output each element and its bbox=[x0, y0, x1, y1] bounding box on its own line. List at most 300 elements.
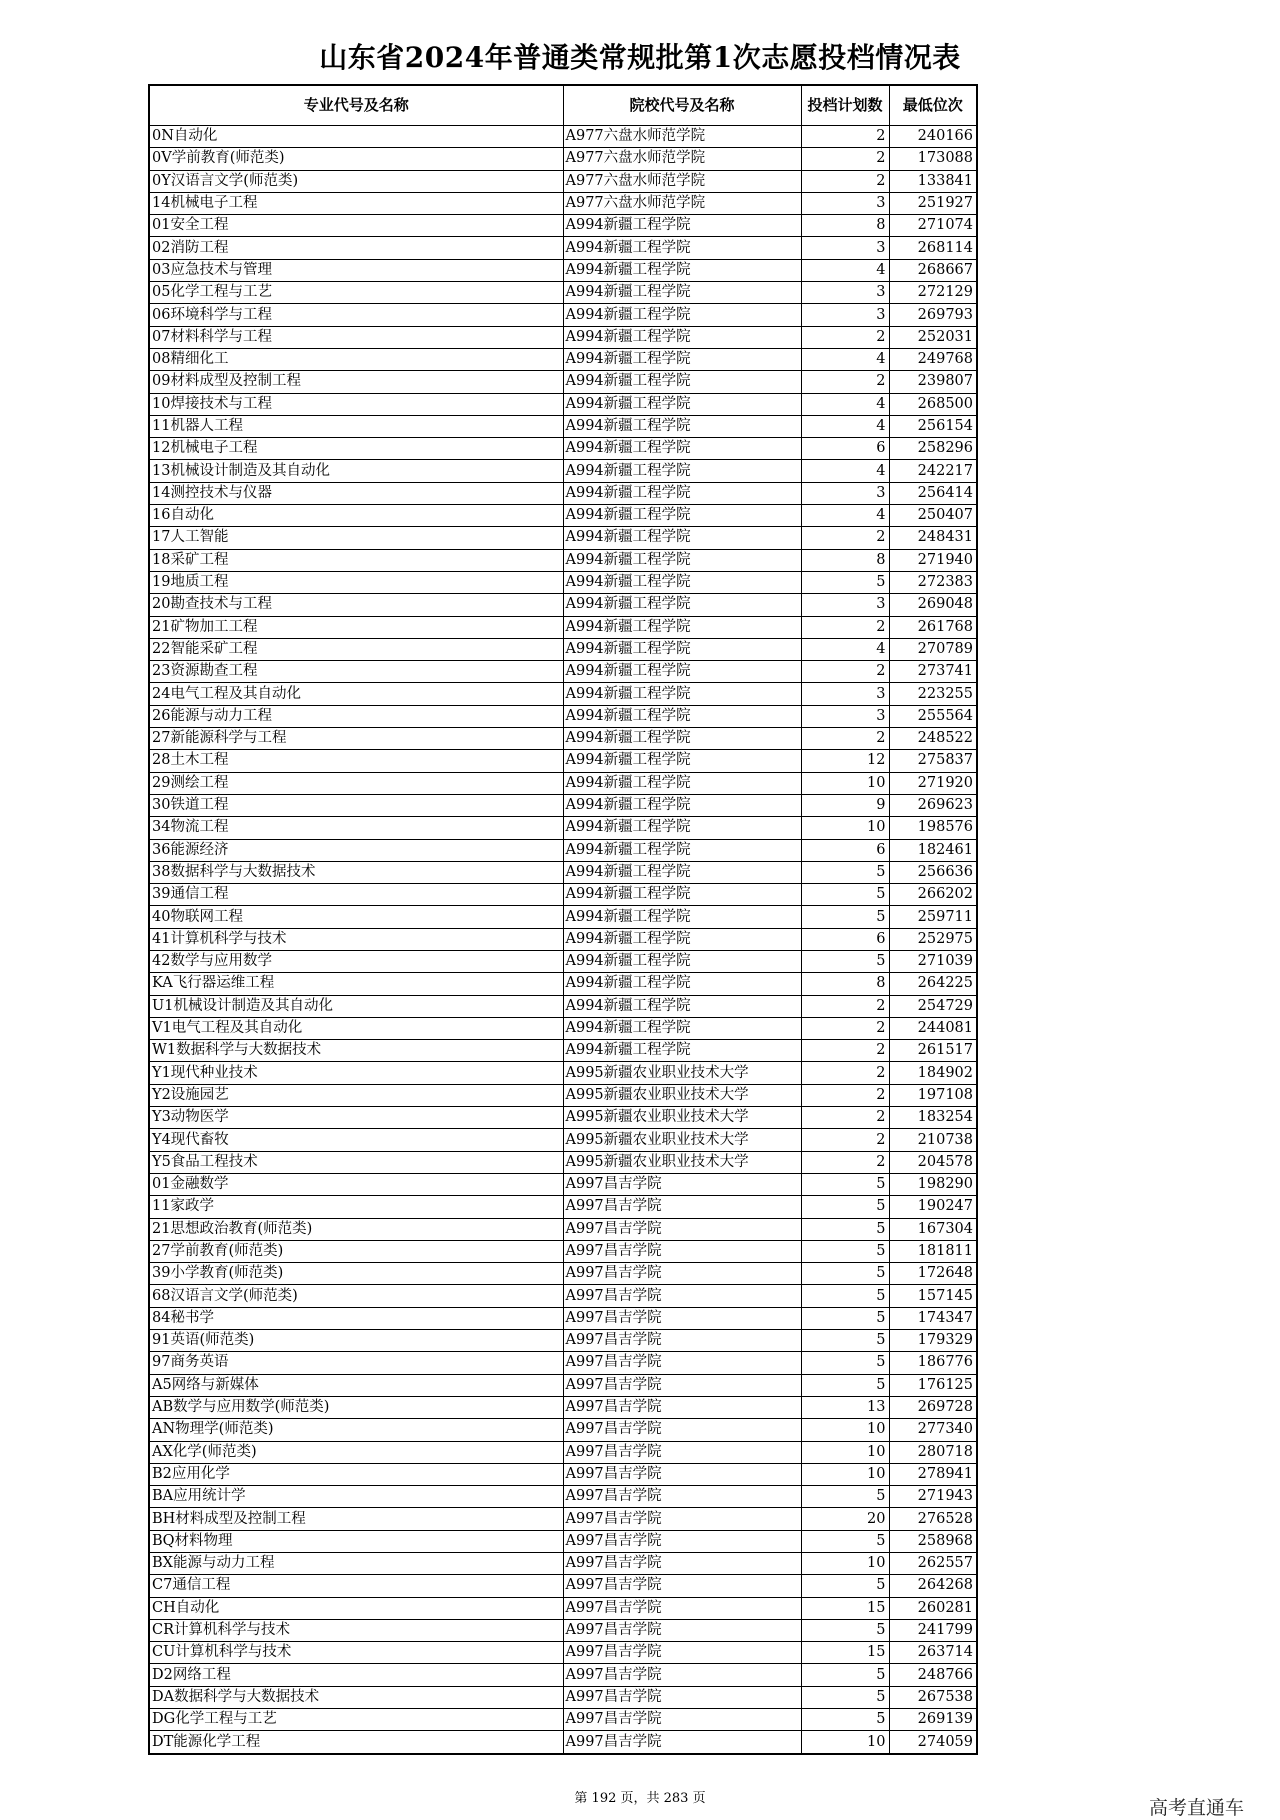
cell-major: 27学前教育(师范类) bbox=[149, 1240, 563, 1262]
table-row bbox=[149, 393, 977, 415]
cell-major: 28土木工程 bbox=[149, 750, 563, 772]
table-row bbox=[149, 1374, 977, 1396]
cell-plan: 4 bbox=[801, 415, 889, 437]
table-row bbox=[149, 728, 977, 750]
cell-rank: 248431 bbox=[889, 527, 977, 549]
cell-major: Y4现代畜牧 bbox=[149, 1129, 563, 1151]
cell-rank: 182461 bbox=[889, 839, 977, 861]
table-row bbox=[149, 1196, 977, 1218]
cell-plan: 10 bbox=[801, 1553, 889, 1575]
cell-plan: 5 bbox=[801, 1374, 889, 1396]
cell-plan: 2 bbox=[801, 371, 889, 393]
cell-school: A997昌吉学院 bbox=[563, 1285, 801, 1307]
cell-rank: 271920 bbox=[889, 772, 977, 794]
cell-school: A997昌吉学院 bbox=[563, 1330, 801, 1352]
cell-rank: 269139 bbox=[889, 1709, 977, 1731]
cell-school: A997昌吉学院 bbox=[563, 1553, 801, 1575]
cell-plan: 3 bbox=[801, 594, 889, 616]
cell-major: 07材料科学与工程 bbox=[149, 326, 563, 348]
cell-plan: 20 bbox=[801, 1508, 889, 1530]
cell-school: A994新疆工程学院 bbox=[563, 861, 801, 883]
cell-rank: 258296 bbox=[889, 438, 977, 460]
table-row bbox=[149, 1486, 977, 1508]
table-row bbox=[149, 549, 977, 571]
table-row bbox=[149, 794, 977, 816]
cell-school: A995新疆农业职业技术大学 bbox=[563, 1084, 801, 1106]
cell-plan: 10 bbox=[801, 1441, 889, 1463]
cell-plan: 2 bbox=[801, 1040, 889, 1062]
cell-school: A994新疆工程学院 bbox=[563, 1040, 801, 1062]
table-row bbox=[149, 1173, 977, 1195]
cell-school: A997昌吉学院 bbox=[563, 1619, 801, 1641]
cell-rank: 198290 bbox=[889, 1173, 977, 1195]
cell-rank: 256154 bbox=[889, 415, 977, 437]
cell-rank: 272129 bbox=[889, 282, 977, 304]
cell-school: A997昌吉学院 bbox=[563, 1396, 801, 1418]
cell-school: A997昌吉学院 bbox=[563, 1731, 801, 1754]
cell-school: A994新疆工程学院 bbox=[563, 438, 801, 460]
cell-major: 0Y汉语言文学(师范类) bbox=[149, 170, 563, 192]
cell-school: A977六盘水师范学院 bbox=[563, 148, 801, 170]
cell-plan: 5 bbox=[801, 1173, 889, 1195]
cell-rank: 181811 bbox=[889, 1240, 977, 1262]
cell-major: BA应用统计学 bbox=[149, 1486, 563, 1508]
cell-plan: 2 bbox=[801, 126, 889, 148]
cell-rank: 272383 bbox=[889, 571, 977, 593]
cell-school: A994新疆工程学院 bbox=[563, 928, 801, 950]
cell-school: A997昌吉学院 bbox=[563, 1530, 801, 1552]
cell-rank: 264268 bbox=[889, 1575, 977, 1597]
cell-rank: 190247 bbox=[889, 1196, 977, 1218]
cell-major: BH材料成型及控制工程 bbox=[149, 1508, 563, 1530]
table-row bbox=[149, 1330, 977, 1352]
cell-school: A994新疆工程学院 bbox=[563, 415, 801, 437]
cell-plan: 2 bbox=[801, 170, 889, 192]
cell-major: 06环境科学与工程 bbox=[149, 304, 563, 326]
cell-major: 03应急技术与管理 bbox=[149, 259, 563, 281]
cell-rank: 183254 bbox=[889, 1107, 977, 1129]
cell-major: 13机械设计制造及其自动化 bbox=[149, 460, 563, 482]
cell-plan: 5 bbox=[801, 1285, 889, 1307]
cell-major: AN物理学(师范类) bbox=[149, 1419, 563, 1441]
cell-plan: 2 bbox=[801, 148, 889, 170]
cell-major: A5网络与新媒体 bbox=[149, 1374, 563, 1396]
cell-major: Y2设施园艺 bbox=[149, 1084, 563, 1106]
table-row bbox=[149, 683, 977, 705]
cell-major: 97商务英语 bbox=[149, 1352, 563, 1374]
cell-plan: 10 bbox=[801, 817, 889, 839]
cell-rank: 269048 bbox=[889, 594, 977, 616]
table-row bbox=[149, 817, 977, 839]
cell-major: 26能源与动力工程 bbox=[149, 705, 563, 727]
table-row bbox=[149, 1285, 977, 1307]
cell-plan: 6 bbox=[801, 438, 889, 460]
table-row bbox=[149, 527, 977, 549]
cell-rank: 262557 bbox=[889, 1553, 977, 1575]
cell-major: D2网络工程 bbox=[149, 1664, 563, 1686]
cell-major: 30铁道工程 bbox=[149, 794, 563, 816]
cell-school: A997昌吉学院 bbox=[563, 1508, 801, 1530]
table-row bbox=[149, 750, 977, 772]
cell-plan: 4 bbox=[801, 393, 889, 415]
cell-major: W1数据科学与大数据技术 bbox=[149, 1040, 563, 1062]
table-row bbox=[149, 326, 977, 348]
table-row bbox=[149, 170, 977, 192]
cell-major: AX化学(师范类) bbox=[149, 1441, 563, 1463]
cell-major: 17人工智能 bbox=[149, 527, 563, 549]
cell-major: BX能源与动力工程 bbox=[149, 1553, 563, 1575]
cell-major: 41计算机科学与技术 bbox=[149, 928, 563, 950]
cell-major: 11家政学 bbox=[149, 1196, 563, 1218]
cell-school: A997昌吉学院 bbox=[563, 1686, 801, 1708]
cell-rank: 268500 bbox=[889, 393, 977, 415]
cell-rank: 223255 bbox=[889, 683, 977, 705]
cell-major: 18采矿工程 bbox=[149, 549, 563, 571]
watermark: 高考直通车 bbox=[1148, 1797, 1244, 1819]
cell-rank: 176125 bbox=[889, 1374, 977, 1396]
table-row bbox=[149, 1508, 977, 1530]
cell-rank: 251927 bbox=[889, 192, 977, 214]
cell-school: A994新疆工程学院 bbox=[563, 460, 801, 482]
cell-rank: 240166 bbox=[889, 126, 977, 148]
cell-major: 0N自动化 bbox=[149, 126, 563, 148]
cell-rank: 271074 bbox=[889, 215, 977, 237]
cell-rank: 269623 bbox=[889, 794, 977, 816]
cell-plan: 2 bbox=[801, 527, 889, 549]
cell-plan: 5 bbox=[801, 1619, 889, 1641]
cell-rank: 167304 bbox=[889, 1218, 977, 1240]
cell-plan: 12 bbox=[801, 750, 889, 772]
cell-school: A994新疆工程学院 bbox=[563, 304, 801, 326]
table-row bbox=[149, 304, 977, 326]
table-row bbox=[149, 1062, 977, 1084]
cell-rank: 174347 bbox=[889, 1307, 977, 1329]
cell-rank: 133841 bbox=[889, 170, 977, 192]
cell-plan: 3 bbox=[801, 192, 889, 214]
cell-plan: 2 bbox=[801, 616, 889, 638]
cell-major: 38数据科学与大数据技术 bbox=[149, 861, 563, 883]
cell-major: 19地质工程 bbox=[149, 571, 563, 593]
cell-major: Y5食品工程技术 bbox=[149, 1151, 563, 1173]
cell-major: 21思想政治教育(师范类) bbox=[149, 1218, 563, 1240]
table-row bbox=[149, 705, 977, 727]
cell-school: A994新疆工程学院 bbox=[563, 549, 801, 571]
cell-school: A995新疆农业职业技术大学 bbox=[563, 1129, 801, 1151]
cell-major: 91英语(师范类) bbox=[149, 1330, 563, 1352]
table-row bbox=[149, 772, 977, 794]
cell-rank: 271943 bbox=[889, 1486, 977, 1508]
table-row bbox=[149, 884, 977, 906]
cell-rank: 186776 bbox=[889, 1352, 977, 1374]
cell-school: A994新疆工程学院 bbox=[563, 215, 801, 237]
cell-school: A995新疆农业职业技术大学 bbox=[563, 1151, 801, 1173]
table-row bbox=[149, 438, 977, 460]
cell-rank: 244081 bbox=[889, 1017, 977, 1039]
cell-major: 68汉语言文学(师范类) bbox=[149, 1285, 563, 1307]
cell-plan: 8 bbox=[801, 215, 889, 237]
table-row bbox=[149, 1107, 977, 1129]
table-row bbox=[149, 973, 977, 995]
cell-plan: 2 bbox=[801, 661, 889, 683]
admission-table bbox=[148, 84, 978, 1755]
table-row bbox=[149, 839, 977, 861]
table-row bbox=[149, 1575, 977, 1597]
cell-plan: 2 bbox=[801, 1062, 889, 1084]
cell-school: A997昌吉学院 bbox=[563, 1463, 801, 1485]
cell-school: A997昌吉学院 bbox=[563, 1709, 801, 1731]
cell-major: CU计算机科学与技术 bbox=[149, 1642, 563, 1664]
cell-major: 16自动化 bbox=[149, 505, 563, 527]
cell-plan: 5 bbox=[801, 1352, 889, 1374]
table-row bbox=[149, 661, 977, 683]
cell-rank: 267538 bbox=[889, 1686, 977, 1708]
cell-major: 24电气工程及其自动化 bbox=[149, 683, 563, 705]
cell-school: A994新疆工程学院 bbox=[563, 683, 801, 705]
cell-major: 01金融数学 bbox=[149, 1173, 563, 1195]
cell-rank: 248766 bbox=[889, 1664, 977, 1686]
cell-school: A997昌吉学院 bbox=[563, 1441, 801, 1463]
cell-plan: 3 bbox=[801, 683, 889, 705]
table-header-row bbox=[149, 85, 977, 126]
cell-plan: 5 bbox=[801, 950, 889, 972]
cell-major: 09材料成型及控制工程 bbox=[149, 371, 563, 393]
cell-plan: 10 bbox=[801, 1463, 889, 1485]
cell-school: A994新疆工程学院 bbox=[563, 527, 801, 549]
cell-plan: 6 bbox=[801, 928, 889, 950]
table-row bbox=[149, 995, 977, 1017]
cell-school: A977六盘水师范学院 bbox=[563, 170, 801, 192]
cell-rank: 239807 bbox=[889, 371, 977, 393]
cell-rank: 252975 bbox=[889, 928, 977, 950]
cell-school: A995新疆农业职业技术大学 bbox=[563, 1062, 801, 1084]
cell-rank: 254729 bbox=[889, 995, 977, 1017]
cell-major: CR计算机科学与技术 bbox=[149, 1619, 563, 1641]
table-row bbox=[149, 259, 977, 281]
cell-plan: 4 bbox=[801, 505, 889, 527]
cell-major: 11机器人工程 bbox=[149, 415, 563, 437]
cell-plan: 3 bbox=[801, 237, 889, 259]
table-row bbox=[149, 1597, 977, 1619]
table-row bbox=[149, 1709, 977, 1731]
cell-plan: 2 bbox=[801, 326, 889, 348]
cell-school: A997昌吉学院 bbox=[563, 1419, 801, 1441]
cell-major: 0V学前教育(师范类) bbox=[149, 148, 563, 170]
cell-major: AB数学与应用数学(师范类) bbox=[149, 1396, 563, 1418]
cell-school: A997昌吉学院 bbox=[563, 1307, 801, 1329]
table-row bbox=[149, 1463, 977, 1485]
cell-plan: 5 bbox=[801, 861, 889, 883]
cell-school: A994新疆工程学院 bbox=[563, 950, 801, 972]
cell-major: C7通信工程 bbox=[149, 1575, 563, 1597]
table-row bbox=[149, 1084, 977, 1106]
table-row bbox=[149, 1017, 977, 1039]
cell-school: A994新疆工程学院 bbox=[563, 638, 801, 660]
cell-school: A997昌吉学院 bbox=[563, 1374, 801, 1396]
table-row bbox=[149, 928, 977, 950]
table-row bbox=[149, 1553, 977, 1575]
cell-rank: 268114 bbox=[889, 237, 977, 259]
cell-plan: 5 bbox=[801, 571, 889, 593]
cell-school: A994新疆工程学院 bbox=[563, 661, 801, 683]
cell-school: A994新疆工程学院 bbox=[563, 371, 801, 393]
cell-rank: 255564 bbox=[889, 705, 977, 727]
cell-school: A994新疆工程学院 bbox=[563, 839, 801, 861]
cell-rank: 266202 bbox=[889, 884, 977, 906]
cell-plan: 5 bbox=[801, 906, 889, 928]
cell-major: 21矿物加工工程 bbox=[149, 616, 563, 638]
table-row bbox=[149, 282, 977, 304]
cell-school: A994新疆工程学院 bbox=[563, 1017, 801, 1039]
table-row bbox=[149, 348, 977, 370]
cell-rank: 157145 bbox=[889, 1285, 977, 1307]
cell-plan: 10 bbox=[801, 772, 889, 794]
cell-plan: 5 bbox=[801, 1263, 889, 1285]
cell-plan: 10 bbox=[801, 1731, 889, 1754]
table-row bbox=[149, 1263, 977, 1285]
cell-plan: 6 bbox=[801, 839, 889, 861]
cell-school: A994新疆工程学院 bbox=[563, 906, 801, 928]
cell-major: 42数学与应用数学 bbox=[149, 950, 563, 972]
cell-plan: 5 bbox=[801, 1218, 889, 1240]
cell-school: A994新疆工程学院 bbox=[563, 482, 801, 504]
cell-rank: 250407 bbox=[889, 505, 977, 527]
cell-major: BQ材料物理 bbox=[149, 1530, 563, 1552]
cell-school: A994新疆工程学院 bbox=[563, 282, 801, 304]
cell-school: A994新疆工程学院 bbox=[563, 728, 801, 750]
cell-major: B2应用化学 bbox=[149, 1463, 563, 1485]
table-row bbox=[149, 460, 977, 482]
table-row bbox=[149, 192, 977, 214]
table-row bbox=[149, 594, 977, 616]
table-row bbox=[149, 1240, 977, 1262]
cell-plan: 2 bbox=[801, 1107, 889, 1129]
cell-rank: 261768 bbox=[889, 616, 977, 638]
cell-plan: 5 bbox=[801, 884, 889, 906]
table-row bbox=[149, 1642, 977, 1664]
table-row bbox=[149, 638, 977, 660]
cell-school: A994新疆工程学院 bbox=[563, 616, 801, 638]
table-row bbox=[149, 1731, 977, 1754]
cell-rank: 271039 bbox=[889, 950, 977, 972]
cell-major: 22智能采矿工程 bbox=[149, 638, 563, 660]
cell-plan: 4 bbox=[801, 638, 889, 660]
table-row bbox=[149, 1352, 977, 1374]
cell-school: A994新疆工程学院 bbox=[563, 973, 801, 995]
cell-plan: 8 bbox=[801, 973, 889, 995]
cell-plan: 5 bbox=[801, 1709, 889, 1731]
table-row bbox=[149, 505, 977, 527]
cell-plan: 10 bbox=[801, 1419, 889, 1441]
cell-major: 36能源经济 bbox=[149, 839, 563, 861]
header-major: 专业代号及名称 bbox=[149, 85, 563, 126]
cell-rank: 179329 bbox=[889, 1330, 977, 1352]
cell-rank: 268667 bbox=[889, 259, 977, 281]
cell-school: A977六盘水师范学院 bbox=[563, 126, 801, 148]
table-row bbox=[149, 415, 977, 437]
cell-school: A997昌吉学院 bbox=[563, 1196, 801, 1218]
table-row bbox=[149, 571, 977, 593]
cell-plan: 5 bbox=[801, 1196, 889, 1218]
cell-rank: 173088 bbox=[889, 148, 977, 170]
cell-school: A994新疆工程学院 bbox=[563, 237, 801, 259]
cell-plan: 4 bbox=[801, 259, 889, 281]
table-row bbox=[149, 1664, 977, 1686]
cell-school: A994新疆工程学院 bbox=[563, 393, 801, 415]
header-rank: 最低位次 bbox=[889, 85, 977, 126]
cell-plan: 15 bbox=[801, 1597, 889, 1619]
cell-school: A997昌吉学院 bbox=[563, 1352, 801, 1374]
cell-rank: 197108 bbox=[889, 1084, 977, 1106]
cell-school: A997昌吉学院 bbox=[563, 1173, 801, 1195]
cell-school: A994新疆工程学院 bbox=[563, 505, 801, 527]
cell-school: A994新疆工程学院 bbox=[563, 571, 801, 593]
cell-major: V1电气工程及其自动化 bbox=[149, 1017, 563, 1039]
table-body bbox=[149, 126, 977, 1754]
cell-school: A997昌吉学院 bbox=[563, 1486, 801, 1508]
table-row bbox=[149, 148, 977, 170]
header-school: 院校代号及名称 bbox=[563, 85, 801, 126]
cell-rank: 275837 bbox=[889, 750, 977, 772]
cell-rank: 204578 bbox=[889, 1151, 977, 1173]
cell-major: 29测绘工程 bbox=[149, 772, 563, 794]
table-row bbox=[149, 1441, 977, 1463]
cell-major: 23资源勘查工程 bbox=[149, 661, 563, 683]
table-row bbox=[149, 1619, 977, 1641]
cell-rank: 184902 bbox=[889, 1062, 977, 1084]
cell-plan: 5 bbox=[801, 1486, 889, 1508]
cell-major: 12机械电子工程 bbox=[149, 438, 563, 460]
cell-major: 39通信工程 bbox=[149, 884, 563, 906]
cell-major: 14测控技术与仪器 bbox=[149, 482, 563, 504]
cell-major: 84秘书学 bbox=[149, 1307, 563, 1329]
cell-plan: 9 bbox=[801, 794, 889, 816]
cell-plan: 2 bbox=[801, 1129, 889, 1151]
table-row bbox=[149, 906, 977, 928]
cell-plan: 4 bbox=[801, 348, 889, 370]
cell-school: A994新疆工程学院 bbox=[563, 326, 801, 348]
cell-plan: 4 bbox=[801, 460, 889, 482]
cell-major: KA飞行器运维工程 bbox=[149, 973, 563, 995]
cell-major: DG化学工程与工艺 bbox=[149, 1709, 563, 1731]
table-row bbox=[149, 482, 977, 504]
table-row bbox=[149, 616, 977, 638]
cell-plan: 15 bbox=[801, 1642, 889, 1664]
cell-school: A994新疆工程学院 bbox=[563, 594, 801, 616]
cell-major: Y3动物医学 bbox=[149, 1107, 563, 1129]
cell-rank: 259711 bbox=[889, 906, 977, 928]
table-row bbox=[149, 1530, 977, 1552]
cell-plan: 5 bbox=[801, 1686, 889, 1708]
header-plan: 投档计划数 bbox=[801, 85, 889, 126]
cell-plan: 5 bbox=[801, 1530, 889, 1552]
cell-rank: 210738 bbox=[889, 1129, 977, 1151]
cell-school: A997昌吉学院 bbox=[563, 1664, 801, 1686]
cell-rank: 264225 bbox=[889, 973, 977, 995]
cell-rank: 258968 bbox=[889, 1530, 977, 1552]
cell-major: 40物联网工程 bbox=[149, 906, 563, 928]
cell-rank: 278941 bbox=[889, 1463, 977, 1485]
cell-school: A997昌吉学院 bbox=[563, 1263, 801, 1285]
table-row bbox=[149, 126, 977, 148]
cell-major: 01安全工程 bbox=[149, 215, 563, 237]
cell-major: 02消防工程 bbox=[149, 237, 563, 259]
cell-rank: 269728 bbox=[889, 1396, 977, 1418]
cell-plan: 3 bbox=[801, 482, 889, 504]
cell-major: 39小学教育(师范类) bbox=[149, 1263, 563, 1285]
cell-school: A995新疆农业职业技术大学 bbox=[563, 1107, 801, 1129]
cell-rank: 280718 bbox=[889, 1441, 977, 1463]
table-row bbox=[149, 1686, 977, 1708]
